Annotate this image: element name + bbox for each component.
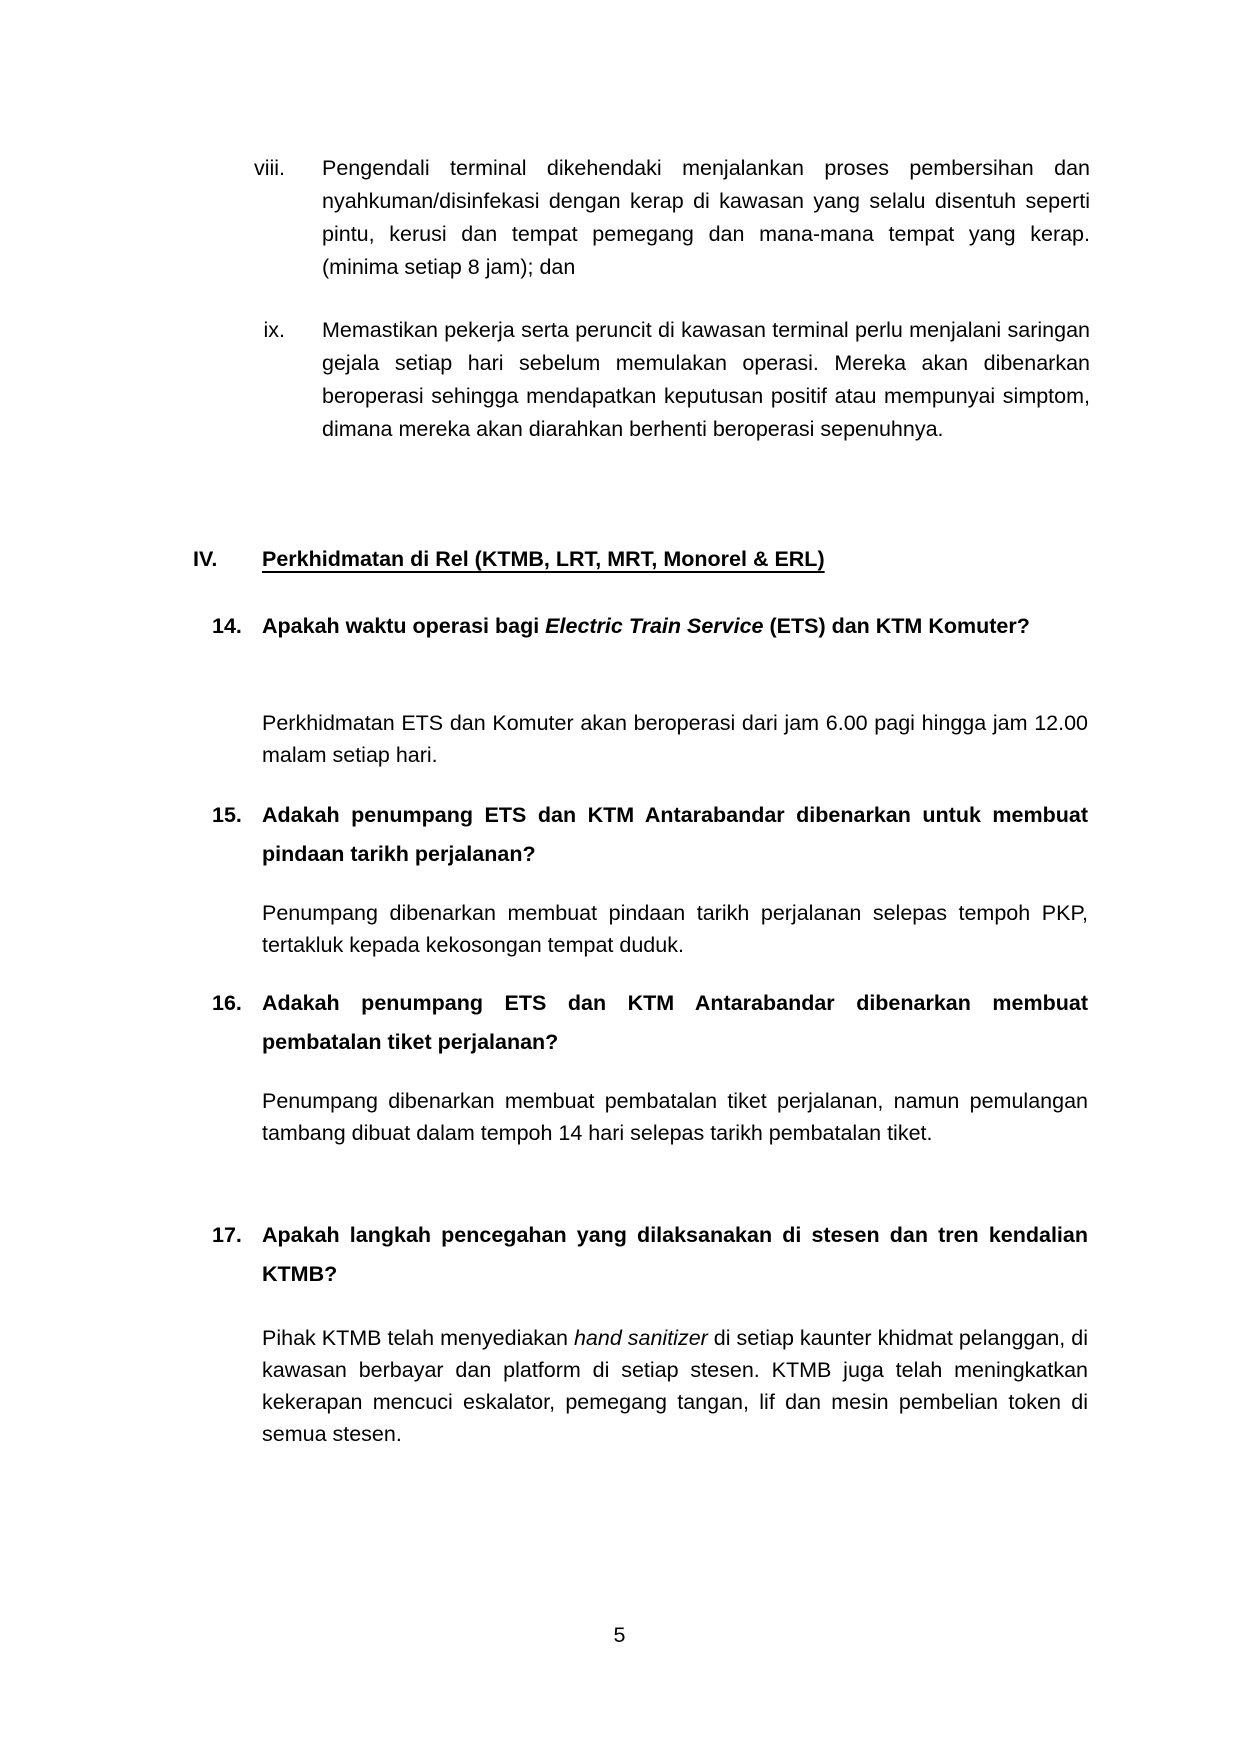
question-17	[212, 1216, 1088, 1294]
list-item-ix	[263, 314, 1090, 446]
page-number: 5	[613, 1623, 626, 1647]
question-14	[212, 607, 1088, 646]
list-item-viii	[253, 152, 1090, 284]
answer-16: Penumpang dibenarkan membuat pembatalan tiket perjalanan, namun pemulangan tambang dibuat dalam tempoh 14 hari selepas tarikh pembatalan tiket.	[262, 1089, 1088, 1145]
answer-17-text-pre: Pihak KTMB telah menyediakan	[262, 1326, 574, 1350]
section-title: Perkhidmatan di Rel (KTMB, LRT, MRT, Monorel & ERL)	[262, 547, 825, 571]
question-14-text-italic: Electric Train Service	[545, 614, 764, 638]
list-text-ix: Memastikan pekerja serta peruncit di kawasan terminal perlu menjalani saringan gejala setiap hari sebelum memulakan operasi. Mereka akan dibenarkan beroperasi sehingga mendapatkan keputusan positif atau mempunyai simptom, dimana mereka akan diarahkan berhenti beroperasi sepenuhnya.	[322, 318, 1090, 441]
answer-15: Penumpang dibenarkan membuat pindaan tarikh perjalanan selepas tempoh PKP, tertakluk kepada kekosongan tempat duduk.	[262, 901, 1088, 957]
question-15-number: 15.	[212, 803, 242, 827]
list-marker-ix: ix.	[263, 318, 285, 342]
question-15-text: Adakah penumpang ETS dan KTM Antarabandar dibenarkan untuk membuat pindaan tarikh perjalanan?	[262, 803, 1088, 866]
answer-17-text-post: di setiap kaunter khidmat pelanggan, di kawasan berbayar dan platform di setiap stesen. KTMB juga telah meningkatkan kekerapan mencuci eskalator, pemegang tangan, lif dan mesin pembelian token di semua stesen.	[262, 1326, 1088, 1446]
question-15	[212, 796, 1088, 874]
question-14-number: 14.	[212, 614, 242, 638]
question-14-text-post: (ETS) dan KTM Komuter?	[763, 614, 1030, 638]
answer-17-text-italic: hand sanitizer	[573, 1326, 708, 1350]
answer-17	[262, 1322, 1088, 1450]
list-marker-viii: viii.	[253, 156, 285, 180]
question-17-text: Apakah langkah pencegahan yang dilaksanakan di stesen dan tren kendalian KTMB?	[262, 1223, 1088, 1286]
section-marker: IV.	[193, 547, 218, 571]
question-17-number: 17.	[212, 1223, 242, 1247]
question-16-text: Adakah penumpang ETS dan KTM Antarabandar dibenarkan membuat pembatalan tiket perjalanan?	[262, 991, 1088, 1054]
section-heading	[193, 543, 1090, 576]
question-16	[212, 984, 1088, 1062]
list-text-viii: Pengendali terminal dikehendaki menjalankan proses pembersihan dan nyahkuman/disinfekasi dengan kerap di kawasan yang selalu disentuh seperti pintu, kerusi dan tempat pemegang dan mana-mana tempat yang kerap. (minima setiap 8 jam); dan	[322, 156, 1090, 279]
answer-14: Perkhidmatan ETS dan Komuter akan beroperasi dari jam 6.00 pagi hingga jam 12.00 malam setiap hari.	[262, 711, 1088, 767]
question-14-text-pre: Apakah waktu operasi bagi	[262, 614, 546, 638]
question-16-number: 16.	[212, 991, 242, 1015]
